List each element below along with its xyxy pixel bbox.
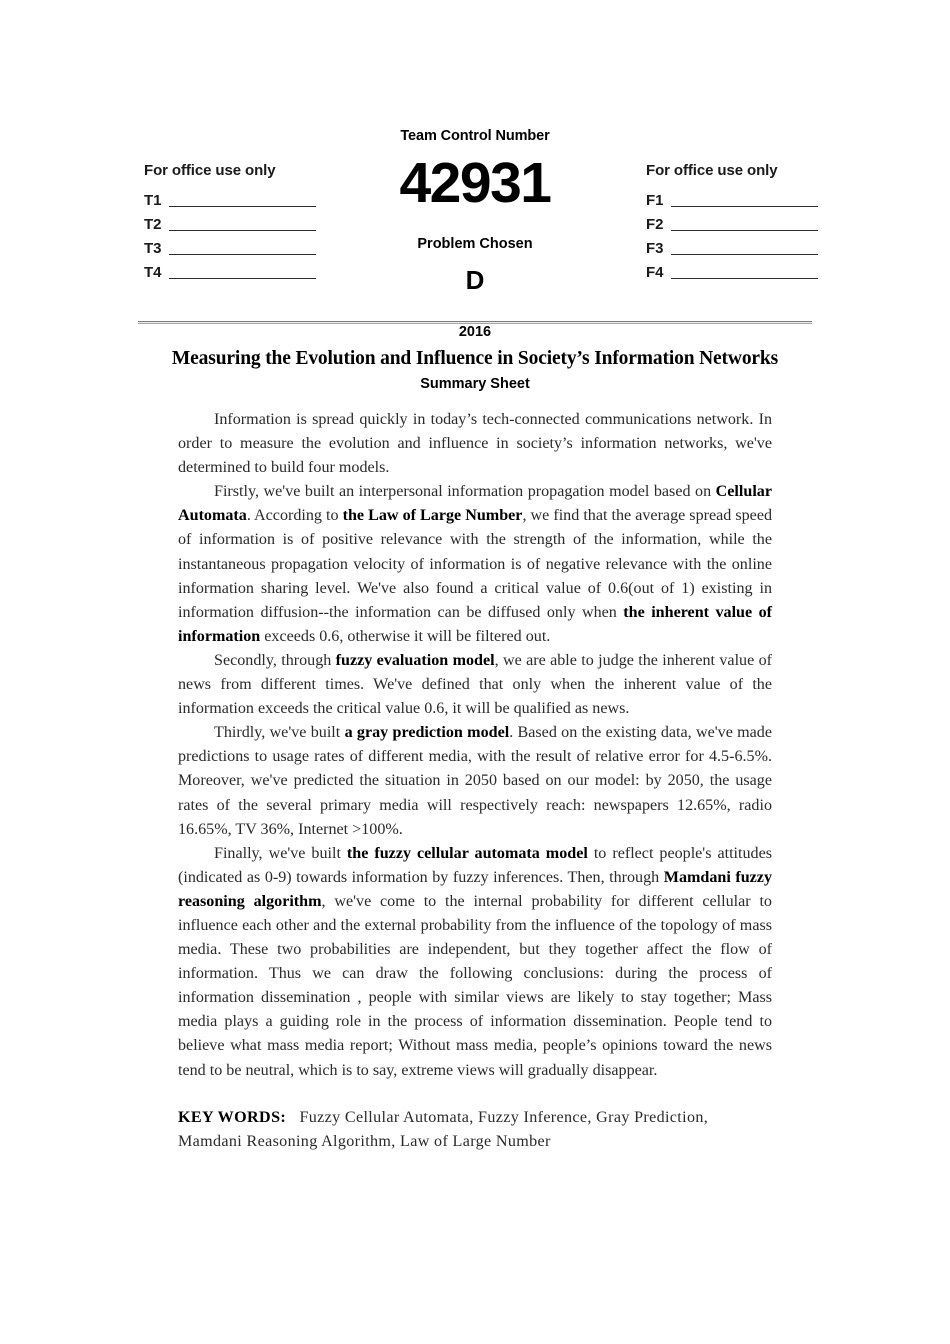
paragraph-thirdly — [178, 721, 772, 841]
contest-year: 2016 — [458, 324, 492, 340]
keywords-paragraph — [178, 1106, 772, 1154]
team-control-number-label: Team Control Number — [400, 128, 550, 144]
problem-chosen-value: D — [465, 265, 485, 296]
office-use-row-f2 — [646, 210, 818, 234]
term-gray-prediction-model: a gray prediction model — [344, 724, 510, 742]
title-block — [138, 324, 812, 393]
firstly-text-e: exceeds 0.6, otherwise it will be filtered out. — [260, 627, 551, 645]
office-use-label-f4: F4 — [646, 264, 664, 281]
team-control-block — [310, 128, 640, 295]
thirdly-text-c: . Based on the existing data, we've made predictions to usage rates of different media, with the result of relative error for 4.5-6.5%. Moreover, we've predicted the situation in 2050 based on our model: by 2050, the usage rates of the several primary media will respectively reach: newspapers 12.65%, radio 16.65%, TV 36%, Internet >100%. — [178, 724, 772, 838]
office-use-blank-f2[interactable] — [671, 230, 818, 231]
term-mamdani-algorithm: Mamdani fuzzy reasoning algorithm — [178, 868, 772, 910]
office-use-row-t4 — [144, 258, 316, 282]
office-use-row-t1 — [144, 186, 316, 210]
term-law-of-large-number: the Law of Large Number — [342, 507, 523, 525]
cover-header — [138, 128, 812, 318]
team-control-number-value: 42931 — [399, 151, 551, 216]
finally-text-d: , we've come to the internal probability for different cellular to influence each other and the external probability from the influence of the topology of mass media. These two probabilities are independent, but they together affect the flow of information. Thus we can draw the following conclusions: during the process of information dissemination , people with similar views are likely to stay together; Mass media plays a guiding role in the process of information dissemination. People tend to believe what mass media report; Without mass media, people’s opinions toward the news tend to be neutral, which is to say, extreme views will gradually disappear. — [178, 892, 772, 1079]
firstly-text-c: . According to — [246, 507, 343, 525]
paragraph-finally — [178, 842, 772, 1083]
secondly-text-c: , we are able to judge the inherent value of news from different times. We've defined that only when the inherent value of the information exceeds the critical value 0.6, it will be qualified as news. — [178, 651, 772, 718]
secondly-text-a: Secondly, through — [214, 651, 336, 669]
office-use-label-f1: F1 — [646, 192, 664, 209]
keywords-list: Fuzzy Cellular Automata, Fuzzy Inference, Gray Prediction, Mamdani Reasoning Algorithm, Law of Large Number — [178, 1108, 709, 1150]
office-use-blank-t3[interactable] — [169, 254, 316, 255]
office-use-row-f4 — [646, 258, 818, 282]
summary-body — [178, 408, 772, 1154]
term-fuzzy-evaluation-model: fuzzy evaluation model — [335, 651, 495, 669]
office-use-right-title: For office use only — [646, 162, 778, 179]
office-use-label-f3: F3 — [646, 240, 664, 257]
office-use-row-f1 — [646, 186, 818, 210]
office-use-left-title: For office use only — [144, 162, 276, 179]
office-use-blank-t2[interactable] — [169, 230, 316, 231]
office-use-blank-t4[interactable] — [169, 278, 316, 279]
office-use-blank-f4[interactable] — [671, 278, 818, 279]
office-use-left-block — [144, 162, 316, 282]
office-use-blank-f3[interactable] — [671, 254, 818, 255]
paragraph-intro-text: Information is spread quickly in today’s tech-connected communications network. In order to measure the evolution and influence in society’s information networks, we've determined to build four models. — [178, 411, 772, 477]
office-use-blank-t1[interactable] — [169, 206, 316, 207]
finally-text-a: Finally, we've built — [214, 844, 347, 862]
finally-text-c: to reflect people's attitudes (indicated as 0-9) towards information by fuzzy inferences. Then, through — [178, 844, 772, 886]
term-fuzzy-cellular-automata-model: the fuzzy cellular automata model — [346, 844, 588, 862]
term-inherent-value: the inherent value of information — [178, 603, 772, 645]
office-use-label-f2: F2 — [646, 216, 664, 233]
keywords-label: KEY WORDS: — [178, 1108, 300, 1126]
office-use-row-f3 — [646, 234, 818, 258]
summary-sheet-label: Summary Sheet — [420, 375, 530, 392]
firstly-text-d: , we find that the average spread speed of information is of positive relevance with the strength of the information, while the instantaneous propagation velocity of information is of negative relevance with the online information sharing level. We've also found a critical value of 0.6(out of 1) existing in information diffusion--the information can be diffused only when — [178, 507, 773, 621]
office-use-label-t3: T3 — [144, 240, 162, 257]
problem-chosen-label: Problem Chosen — [417, 235, 533, 252]
office-use-blank-f1[interactable] — [671, 206, 818, 207]
office-use-label-t2: T2 — [144, 216, 162, 233]
paragraph-secondly — [178, 649, 772, 721]
office-use-row-t2 — [144, 210, 316, 234]
office-use-row-t3 — [144, 234, 316, 258]
thirdly-text-a: Thirdly, we've built — [214, 724, 345, 742]
page-title: Measuring the Evolution and Influence in Society’s Information Networks — [171, 348, 779, 370]
office-use-label-t1: T1 — [144, 192, 162, 209]
office-use-right-block — [646, 162, 818, 282]
firstly-text-a: Firstly, we've built an interpersonal information propagation model based on — [214, 483, 716, 501]
office-use-label-t4: T4 — [144, 264, 162, 281]
paragraph-firstly — [178, 480, 772, 649]
term-cellular-automata: Cellular Automata — [178, 483, 772, 525]
paragraph-intro — [178, 408, 772, 480]
